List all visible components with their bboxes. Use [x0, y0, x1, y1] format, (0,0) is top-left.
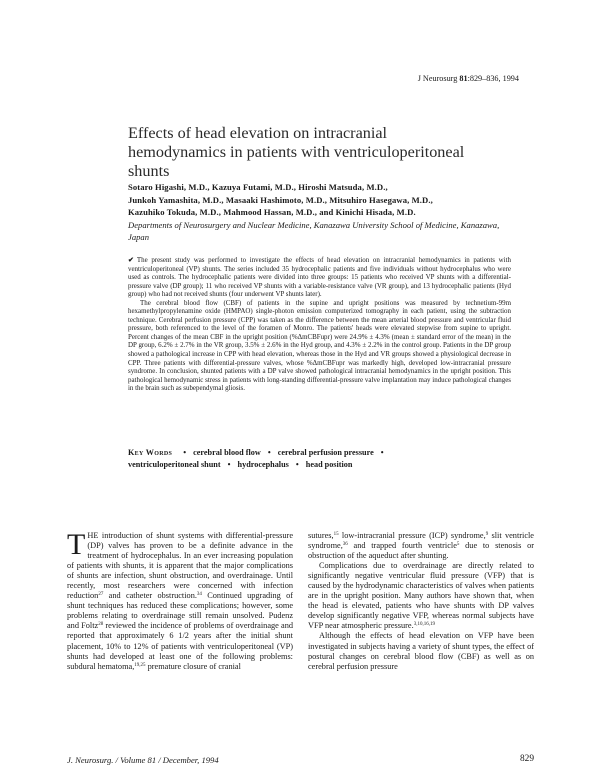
author-line: Sotaro Higashi, M.D., Kazuya Futami, M.D., Hiroshi Matsuda, M.D.,: [128, 182, 388, 192]
body-text: Continued upgrading of shunt techniques has reduced these complications; however, some problems relating to overdrainage still remain unsolved. Pudenz and Foltz: [67, 591, 293, 631]
reference-citation[interactable]: 3,10,16,19: [413, 622, 435, 628]
body-column-left: [67, 528, 293, 672]
keyword-bullet: •: [267, 448, 271, 457]
keyword: hydrocephalus: [237, 460, 289, 469]
page-number: 829: [519, 754, 534, 764]
body-text: reviewed the incidence of problems of overdrainage and reported that approximately 6 1/2 years after the initial shunt placement, 10% to 12% of patients with ventriculoperitoneal (VP) shunts had developed at least one of the following problems: subdural hematoma,: [67, 621, 293, 671]
body-text: slit ventricle syndrome,: [308, 531, 534, 551]
journal-volume: 81: [459, 74, 468, 83]
keywords-label: Key Words: [128, 448, 173, 457]
body-text: low-intracranial pressure (ICP) syndrome,: [338, 531, 486, 540]
reference-citation[interactable]: 27: [98, 592, 104, 598]
keyword: cerebral blood flow: [193, 448, 261, 457]
body-text: and trapped fourth ventricle: [347, 541, 457, 551]
body-paragraph: Although the effects of head elevation on VFP have been investigated in subjects having a variety of shunt types, the effect of postural changes on cerebral blood flow (CBF) as well as on cerebral perfusion pressure: [308, 631, 534, 671]
reference-citation[interactable]: 19,25: [134, 662, 146, 668]
abstract-paragraph: [128, 256, 511, 299]
keywords: [128, 447, 512, 471]
author-line: Junkoh Yamashita, M.D., Masaaki Hashimoto, M.D., Mitsuhiro Hasegawa, M.D.,: [128, 194, 433, 205]
affiliation: Departments of Neurosurgery and Nuclear Medicine, Kanazawa University School of Medicine, Kanazawa, Japan: [128, 220, 500, 242]
keyword: ventriculoperitoneal shunt: [128, 460, 221, 469]
body-paragraph: [308, 561, 534, 631]
drop-cap: T: [67, 528, 86, 561]
body-text: HE introduction of shunt systems with differential-pressure (DP) valves has proven to be a definite advance in the treatment of hydrocephalus. In an ever increasing population of patients with shunts, it is apparent that the major complications of shunts are infection, shunt obstruction, and overdrainage. Until recently, most researchers were concerned with infection reduction: [67, 531, 293, 601]
body-text: Complications due to overdrainage are directly related to significantly negative ventricular fluid pressure (VFP) that is caused by the hydrodynamic characteristics of valves when patients are in the upright position. Many authors have shown that, when the head is elevated, patients who have shunts with DP valves develop significantly negative VFP, whereas normal subjects have VFP near atmospheric pressure.: [308, 561, 534, 631]
footer-citation: J. Neurosurg. / Volume 81 / December, 1994: [67, 755, 219, 765]
journal-citation-header: [418, 74, 519, 83]
reference-citation[interactable]: 28: [98, 622, 104, 628]
body-paragraph: [67, 528, 293, 672]
keyword-bullet: •: [295, 460, 299, 469]
abstract-text: The present study was performed to investigate the effects of head elevation on intracranial hemodynamics in patients with ventriculoperitoneal (VP) shunts. The series included 35 hydrocephalic patients and five individuals without hydrocephalus who were used as controls. The hydrocephalic patients were divided into three groups: 15 patients who received VP shunts with a differential-pressure valve (DP group); 11 who received VP shunts with a variable-resistance valve (VR group), and 13 hydrocephalic patients (Hyd group) who had not received shunts (four underwent VP shunts later).: [128, 256, 511, 299]
body-text: and catheter obstruction.: [103, 591, 197, 601]
body-column-right: [308, 531, 534, 672]
article-title: Effects of head elevation on intracranial hemodynamics in patients with ventriculoperitoneal shunts: [128, 124, 465, 180]
body-paragraph: [308, 531, 534, 561]
body-text: sutures,: [308, 531, 334, 540]
reference-citation[interactable]: 5: [456, 542, 460, 548]
checkmark-icon: ✔: [128, 256, 134, 264]
keyword-bullet: •: [227, 460, 231, 469]
keyword-bullet: •: [380, 448, 384, 457]
abstract: [128, 256, 511, 393]
author-line: Kazuhiko Tokuda, M.D., Mahmood Hassan, M.D., and Kinichi Hisada, M.D.: [128, 207, 416, 217]
body-text: premature closure of cranial: [145, 661, 241, 671]
reference-citation[interactable]: 36: [342, 542, 348, 548]
reference-citation[interactable]: 9: [485, 532, 489, 537]
keyword: cerebral perfusion pressure: [277, 448, 374, 457]
author-list: [128, 181, 518, 219]
journal-name: J Neurosurg: [417, 74, 458, 83]
keyword-bullet: •: [183, 448, 187, 457]
reference-citation[interactable]: 15: [333, 532, 339, 537]
keyword: head position: [305, 460, 353, 469]
body-text: due to stenosis or obstruction of the aqueduct after shunting.: [308, 541, 534, 561]
journal-pages-year: :829–836, 1994: [467, 74, 519, 83]
abstract-paragraph: The cerebral blood flow (CBF) of patients in the supine and upright positions was measured by technetium-99m hexamethylpropylenamine oxide (HMPAO) single-photon emission computerized tomography in each patient, using the subtraction technique. Cerebral perfusion pressure (CPP) was taken as the difference between the mean arterial blood pressure and ventricular fluid pressure, both referenced to the level of the foramen of Monro. The patients' heads were elevated stepwise from supine to upright. Percent changes of the mean CBF in the upright position (%ΔmCBFupr) were 24.9% ± 4.3% (mean ± standard error of the mean) in the DP group, 6.2% ± 2.7% in the VR group, 3.5% ± 2.6% in the Hyd group, and 4.3% ± 2.2% in the control group. Patients in the DP group showed a pathological increase in CPP with head elevation, whereas those in the Hyd and VR groups showed a physiological decrease in CPP. Three patients with differential-pressure valves, whose %ΔmCBFupr was markedly high, developed low-intracranial pressure syndrome. In conclusion, shunted patients with a DP valve showed pathological intracranial hemodynamics in the upright position. This pathological hemodynamic stress in patients with long-standing differential-pressure valve implantation may induce pathological changes in the brain such as subependymal gliosis.: [128, 298, 511, 393]
reference-citation[interactable]: 34: [196, 592, 202, 598]
